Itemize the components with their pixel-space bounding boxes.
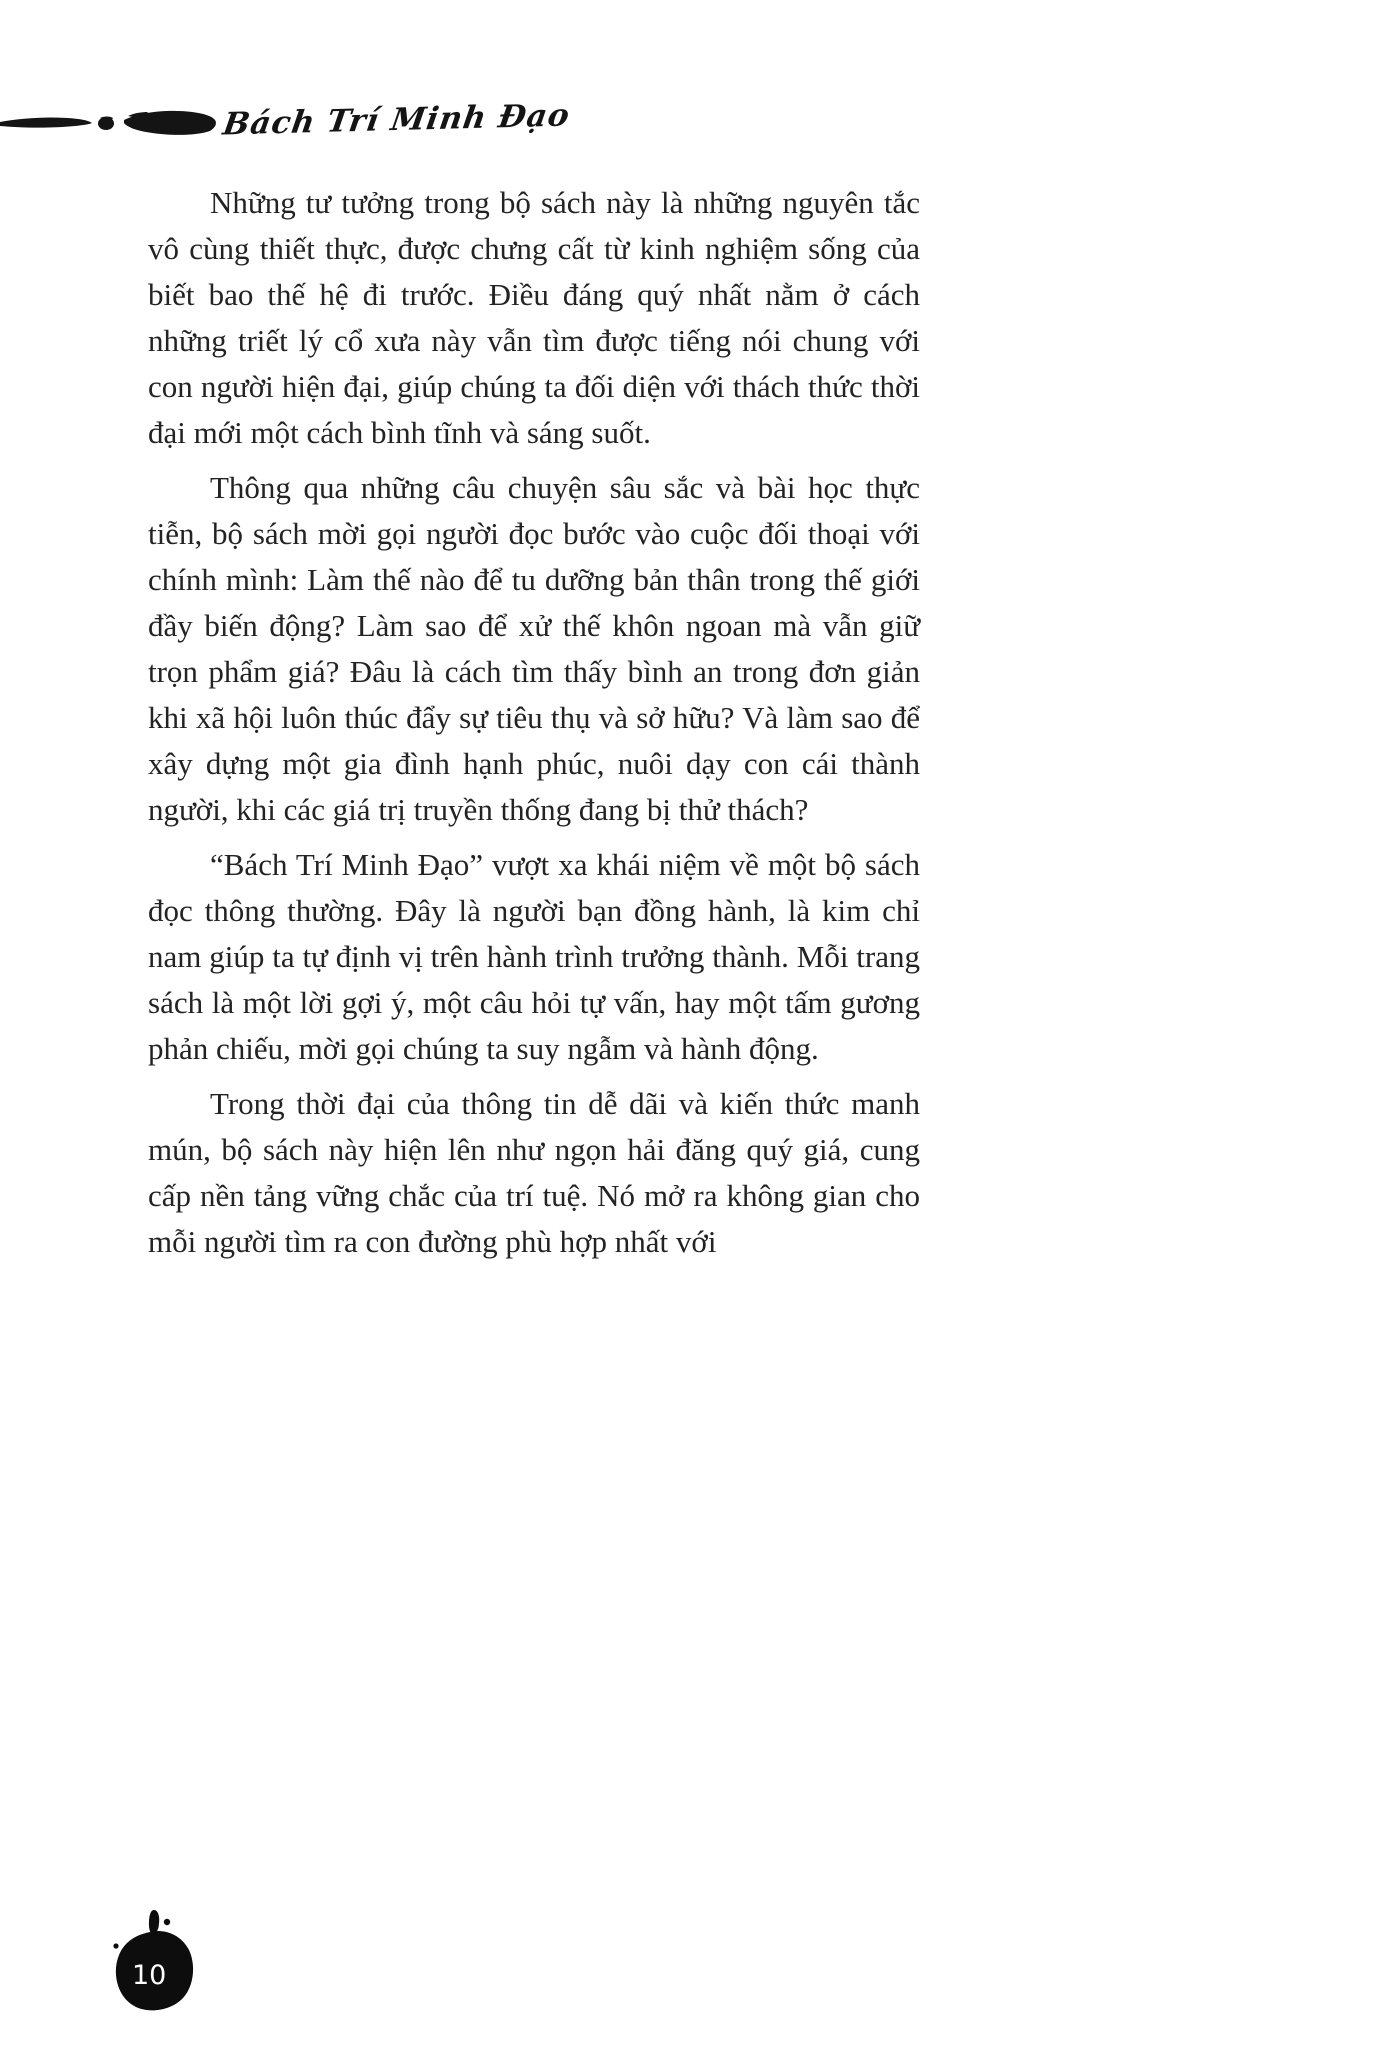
body-paragraph: Những tư tưởng trong bộ sách này là những nguyên tắc vô cùng thiết thực, được chưng cất từ kinh nghiệm sống của biết bao thế hệ đi trước. Điều đáng quý nhất nằm ở cách những triết lý cổ xưa này vẫn tìm được tiếng nói chung với con người hiện đại, giúp chúng ta đối diện với thách thức thời đại mới một cách bình tĩnh và sáng suốt.	[148, 185, 920, 450]
body-paragraph: Thông qua những câu chuyện sâu sắc và bài học thực tiễn, bộ sách mời gọi người đọc bước vào cuộc đối thoại với chính mình: Làm thế nào để tu dưỡng bản thân trong thế giới đầy biến động? Làm sao để xử thế khôn ngoan mà vẫn giữ trọn phẩm giá? Đâu là cách tìm thấy bình an trong đơn giản khi xã hội luôn thúc đẩy sự tiêu thụ và sở hữu? Và làm sao để xây dựng một gia đình hạnh phúc, nuôi dạy con cái thành người, khi các giá trị truyền thống đang bị thử thách?	[148, 470, 920, 827]
page-number-badge	[104, 1908, 204, 2023]
book-title: Bách Trí Minh Đạo	[220, 97, 573, 143]
page-number: 10	[132, 1960, 167, 1991]
page-header	[0, 97, 1391, 160]
body-text-block	[148, 180, 920, 1274]
body-paragraph: “Bách Trí Minh Đạo” vượt xa khái niệm về một bộ sách đọc thông thường. Đây là người bạn đồng hành, là kim chỉ nam giúp ta tự định vị trên hành trình trưởng thành. Mỗi trang sách là một lời gợi ý, một câu hỏi tự vấn, hay một tấm gương phản chiếu, mời gọi chúng ta suy ngẫm và hành động.	[148, 847, 920, 1066]
body-paragraph: Trong thời đại của thông tin dễ dãi và kiến thức manh mún, bộ sách này hiện lên như ngọn hải đăng quý giá, cung cấp nền tảng vững chắc của trí tuệ. Nó mở ra không gian cho mỗi người tìm ra con đường phù hợp nhất với	[148, 1086, 920, 1259]
brush-stroke-icon	[0, 106, 218, 151]
